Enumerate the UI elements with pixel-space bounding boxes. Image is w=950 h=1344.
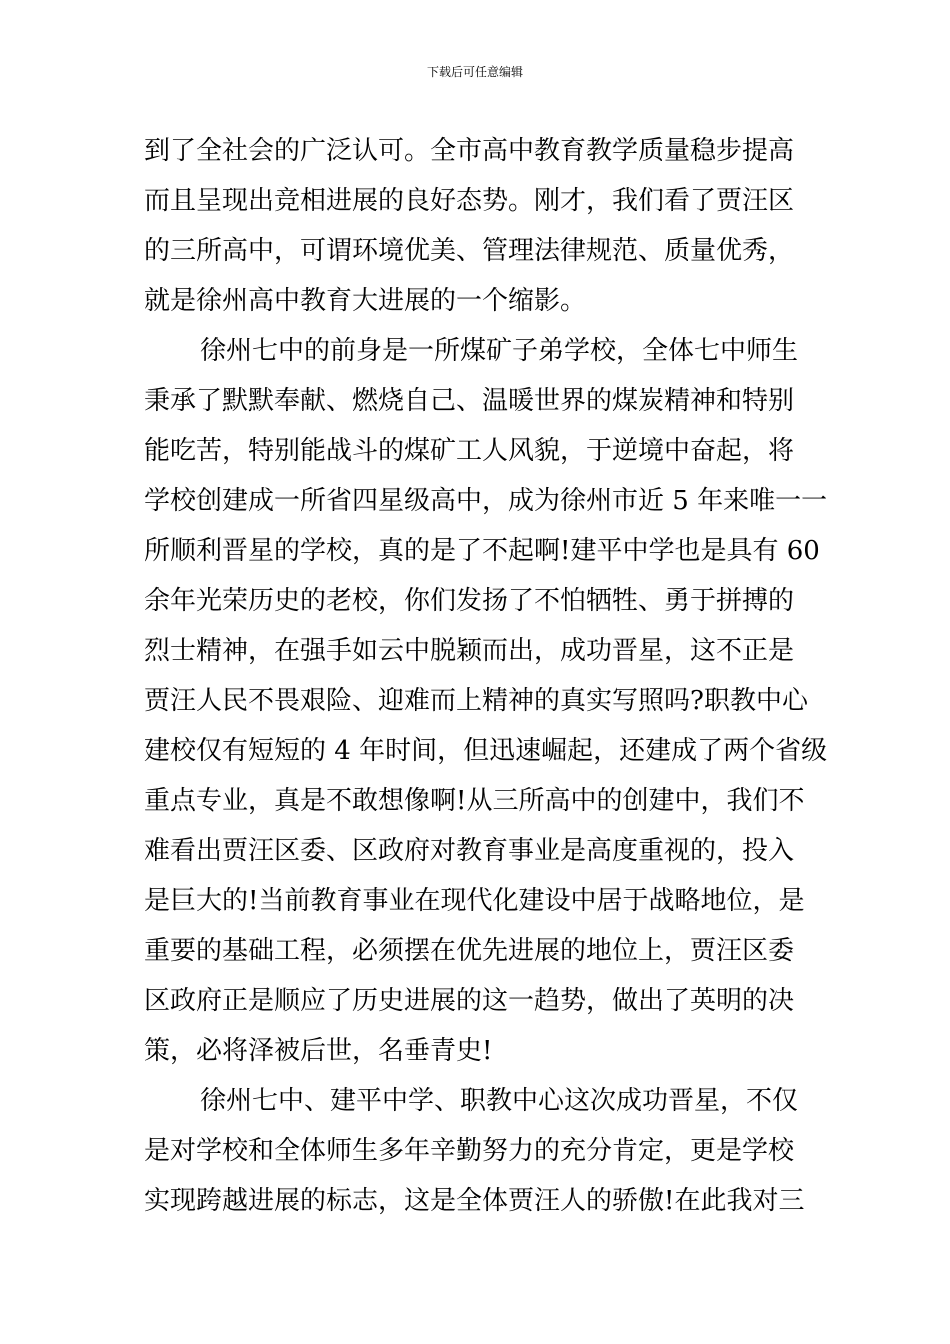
text-line: 区政府正是顺应了历史进展的这一趋势，做出了英明的决 <box>144 986 795 1016</box>
text-line: 实现跨越进展的标志，这是全体贾汪人的骄傲!在此我对三 <box>144 1186 805 1216</box>
text-line: 重点专业，真是不敢想像啊!从三所高中的创建中，我们不 <box>144 786 805 816</box>
text-line: 秉承了默默奉献、燃烧自己、温暖世界的煤炭精神和特别 <box>144 386 795 416</box>
text-line: 是巨大的!当前教育事业在现代化建设中居于战略地位，是 <box>144 886 805 916</box>
text-line: 余年光荣历史的老校，你们发扬了不怕牺牲、勇于拼搏的 <box>144 586 795 616</box>
document-body <box>144 126 828 1226</box>
text-line: 的三所高中，可谓环境优美、管理法律规范、质量优秀， <box>144 236 795 266</box>
text-line: 贾汪人民不畏艰险、迎难而上精神的真实写照吗?职教中心 <box>144 686 808 716</box>
paragraph-first-line: 徐州七中、建平中学、职教中心这次成功晋星，不仅 <box>200 1086 799 1116</box>
text-line: 能吃苦，特别能战斗的煤矿工人风貌，于逆境中奋起，将 <box>144 436 795 466</box>
text-line: 而且呈现出竞相进展的良好态势。刚才，我们看了贾汪区 <box>144 186 795 216</box>
text-line: 建校仅有短短的 4 年时间，但迅速崛起，还建成了两个省级 <box>144 736 828 766</box>
text-line: 学校创建成一所省四星级高中，成为徐州市近 5 年来唯一一 <box>144 486 828 516</box>
page-header: 下载后可任意编辑 <box>426 65 523 79</box>
text-line: 到了全社会的广泛认可。全市高中教育教学质量稳步提高 <box>144 136 795 166</box>
text-line: 重要的基础工程，必须摆在优先进展的地位上，贾汪区委 <box>144 936 795 966</box>
text-line: 难看出贾汪区委、区政府对教育事业是高度重视的，投入 <box>144 836 795 866</box>
text-line: 是对学校和全体师生多年辛勤努力的充分肯定，更是学校 <box>144 1136 795 1166</box>
text-line: 策，必将泽被后世，名垂青史! <box>144 1036 493 1066</box>
text-line: 就是徐州高中教育大进展的一个缩影。 <box>144 286 587 316</box>
text-line: 所顺利晋星的学校，真的是了不起啊!建平中学也是具有 60 <box>144 536 820 566</box>
text-line: 烈士精神，在强手如云中脱颖而出，成功晋星，这不正是 <box>144 636 795 666</box>
paragraph-first-line: 徐州七中的前身是一所煤矿子弟学校，全体七中师生 <box>200 336 799 366</box>
